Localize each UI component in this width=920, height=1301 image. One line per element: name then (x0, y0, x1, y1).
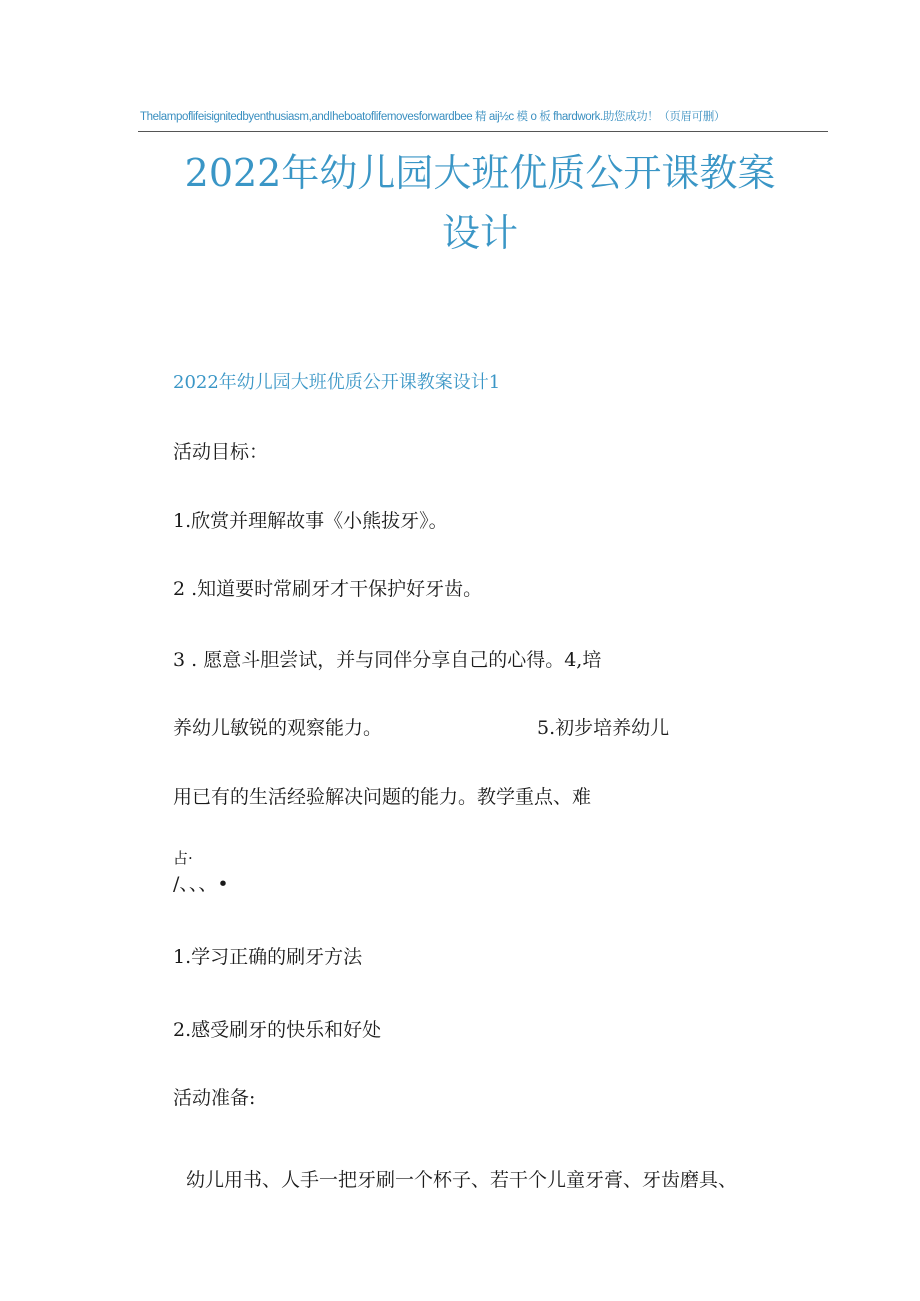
goal-item-5-start: 5.初步培养幼儿 (537, 717, 670, 739)
preparation-text: 幼儿用书、人手一把牙刷一个杯子、若干个儿童牙膏、牙齿磨具、 (186, 1169, 738, 1191)
goal-item-3: 3 . 愿意斗胆尝试，并与同伴分享自己的心得。4,培 (173, 649, 602, 671)
section-heading: 2022年幼儿园大班优质公开课教案设计1 (173, 372, 501, 393)
page-header-text: Thelampoflifeisignitedbyenthusiasm,andIheboatoflifemovesforwardbee 精 aij½c 模 o 板 fhardwork.助您成功！（页眉可删） (140, 111, 725, 123)
preparation-label: 活动准备: (173, 1087, 256, 1109)
text-fragment-2: /、、、• (173, 873, 229, 895)
text-fragment-1: 占· (173, 849, 193, 867)
key-point-1: 1.学习正确的刷牙方法 (173, 946, 363, 968)
key-point-2: 2.感受刷牙的快乐和好处 (173, 1019, 382, 1041)
title-line-1: 2022年幼儿园大班优质公开课教案 (184, 151, 776, 195)
goal-item-1: 1.欣赏并理解故事《小熊拔牙》。 (173, 510, 448, 532)
goal-item-3-continued: 养幼儿敏锐的观察能力。 (173, 717, 383, 739)
goal-item-5-continued: 用已有的生活经验解决问题的能力。教学重点、难 (173, 786, 592, 808)
document-title (130, 143, 830, 263)
goal-item-2: 2 .知道要时常刷牙才干保护好牙齿。 (173, 578, 483, 600)
goals-label: 活动目标： (173, 441, 269, 463)
title-line-2: 设计 (441, 211, 518, 255)
header-divider (138, 131, 828, 132)
